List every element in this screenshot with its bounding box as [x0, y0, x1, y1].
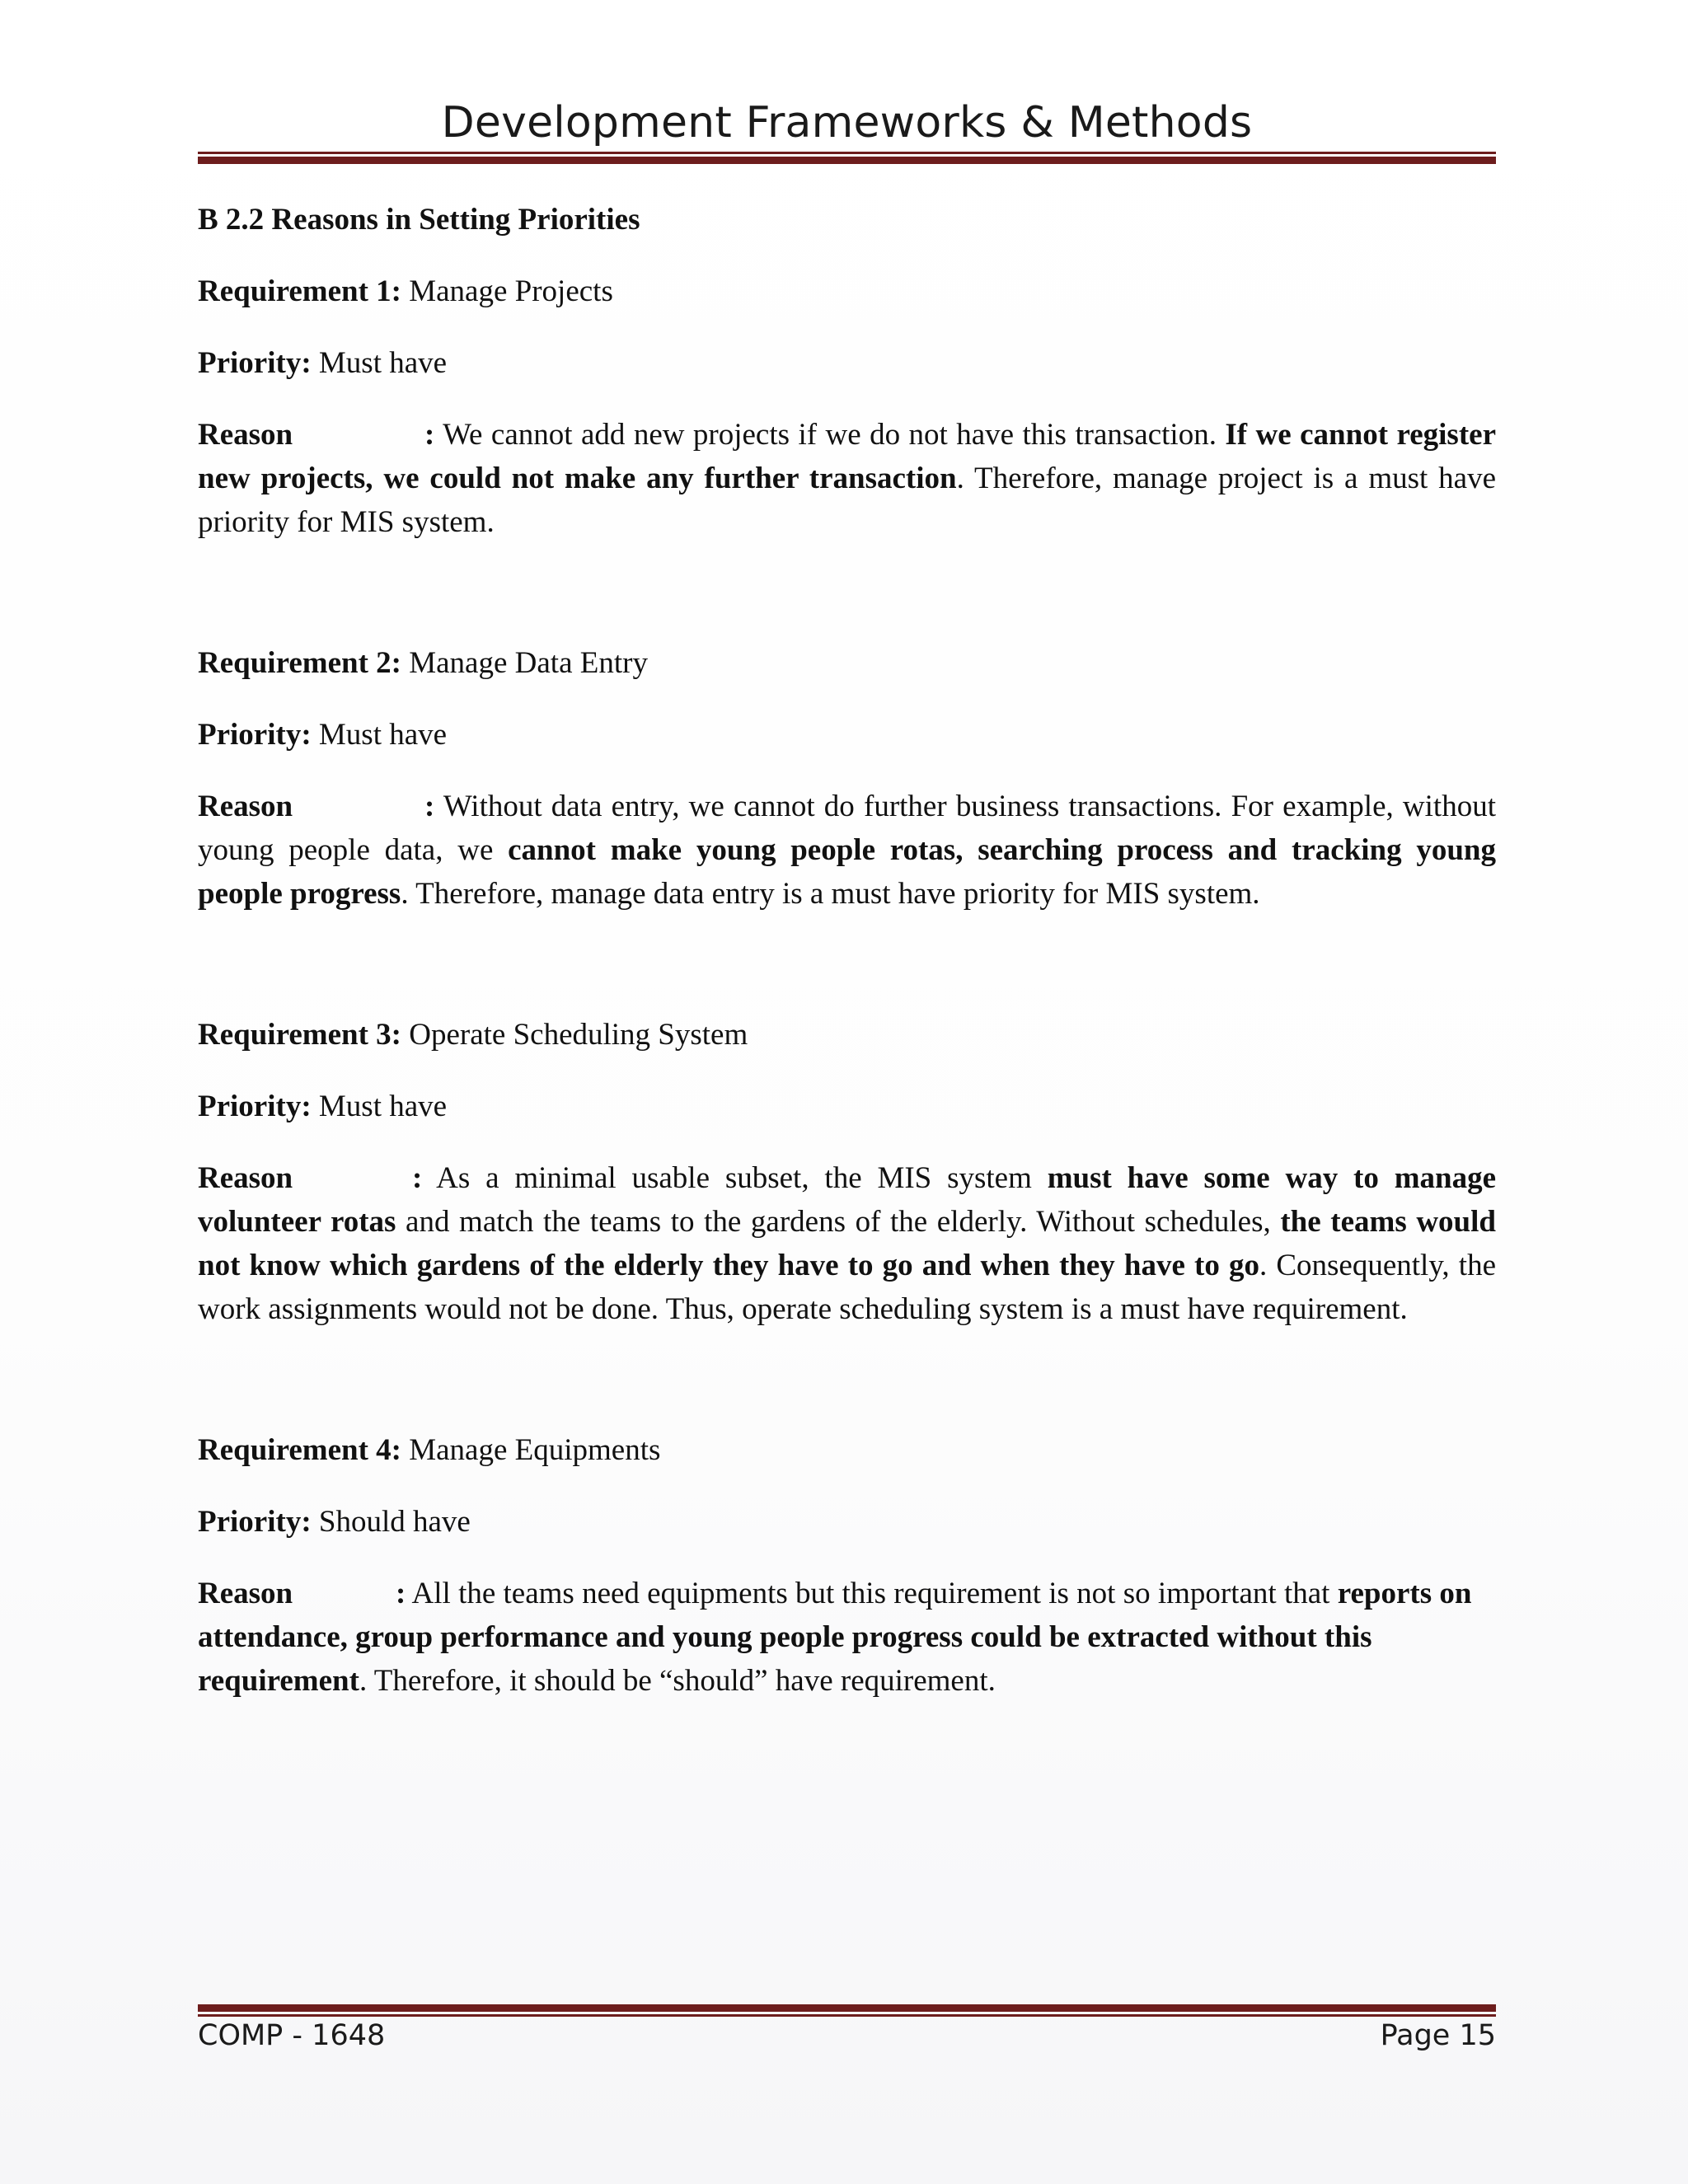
reason-label: Reason [198, 1161, 293, 1195]
reason-emphasis: cannot make young people rotas, searching process and tracking young people progress [198, 833, 1496, 911]
reason-label: Reason [198, 418, 293, 452]
reason-paragraph [198, 1572, 1496, 1703]
requirement-label: Requirement 4: [198, 1433, 401, 1467]
requirement-block-1 [198, 269, 1496, 544]
reason-run: . Therefore, manage project is a must have priority for MIS system. [198, 462, 1496, 539]
priority-value: Must have [318, 346, 448, 380]
page-footer [198, 2019, 1496, 2052]
reason-run: As a minimal usable subset, the MIS system [422, 1161, 1048, 1195]
requirement-line [198, 269, 1496, 313]
reason-emphasis: If we cannot register new projects, we could not make any further transaction [198, 418, 1496, 495]
reason-emphasis: reports on attendance, group performance and young people progress could be extracted without this requirement [198, 1577, 1472, 1698]
document-body [198, 198, 1496, 1731]
priority-line [198, 1500, 1496, 1544]
reason-run: . Therefore, it should be “should” have requirement. [359, 1664, 996, 1698]
priority-line [198, 341, 1496, 385]
reason-run: . Therefore, manage data entry is a must have priority for MIS system. [401, 877, 1260, 911]
reason-paragraph [198, 785, 1496, 916]
requirement-line [198, 1013, 1496, 1057]
reason-label: Reason [198, 790, 293, 823]
reason-colon: : [424, 790, 435, 823]
requirement-label: Requirement 3: [198, 1018, 401, 1052]
section-title: B 2.2 Reasons in Setting Priorities [198, 203, 640, 237]
priority-line [198, 713, 1496, 757]
header-rule [198, 152, 1496, 164]
priority-label: Priority: [198, 1505, 312, 1539]
priority-value: Must have [318, 1090, 448, 1123]
requirement-block-4 [198, 1428, 1496, 1703]
reason-run: Without data entry, we cannot do further business transactions. For example, without young people data, we [198, 790, 1496, 867]
reason-colon: : [412, 1161, 423, 1195]
priority-value: Must have [318, 718, 448, 752]
priority-label: Priority: [198, 346, 312, 380]
reason-colon: : [424, 418, 435, 452]
requirement-name: Manage Equipments [409, 1433, 661, 1467]
priority-label: Priority: [198, 1090, 312, 1123]
reason-run: . Consequently, the work assignments would not be done. Thus, operate scheduling system is a must have requirement. [198, 1249, 1496, 1326]
reason-paragraph [198, 1156, 1496, 1331]
reason-colon: : [396, 1577, 406, 1610]
requirement-name: Manage Data Entry [409, 646, 648, 680]
reason-label: Reason [198, 1577, 293, 1610]
reason-emphasis: must have some way to manage volunteer rotas [198, 1161, 1497, 1239]
reason-run: All the teams need equipments but this requirement is not so important that [406, 1577, 1338, 1610]
footer-rule [198, 2004, 1496, 2017]
priority-line [198, 1085, 1496, 1128]
footer-page-number: Page 15 [1380, 2019, 1496, 2052]
reason-run: and match the teams to the gardens of the elderly. Without schedules, [396, 1205, 1281, 1239]
reason-paragraph [198, 413, 1496, 544]
header-title: Development Frameworks & Methods [441, 98, 1253, 148]
requirement-name: Operate Scheduling System [409, 1018, 748, 1052]
reason-run: We cannot add new projects if we do not have this transaction. [434, 418, 1226, 452]
requirement-label: Requirement 1: [198, 274, 401, 308]
requirement-line [198, 1428, 1496, 1472]
requirement-name: Manage Projects [409, 274, 613, 308]
reason-emphasis: the teams would not know which gardens of the elderly they have to go and when they have to go [198, 1205, 1496, 1282]
requirement-label: Requirement 2: [198, 646, 401, 680]
requirement-block-2 [198, 641, 1496, 916]
requirement-line [198, 641, 1496, 685]
requirement-block-3 [198, 1013, 1496, 1331]
footer-course-code: COMP - 1648 [198, 2019, 386, 2052]
priority-value: Should have [318, 1505, 471, 1539]
priority-label: Priority: [198, 718, 312, 752]
